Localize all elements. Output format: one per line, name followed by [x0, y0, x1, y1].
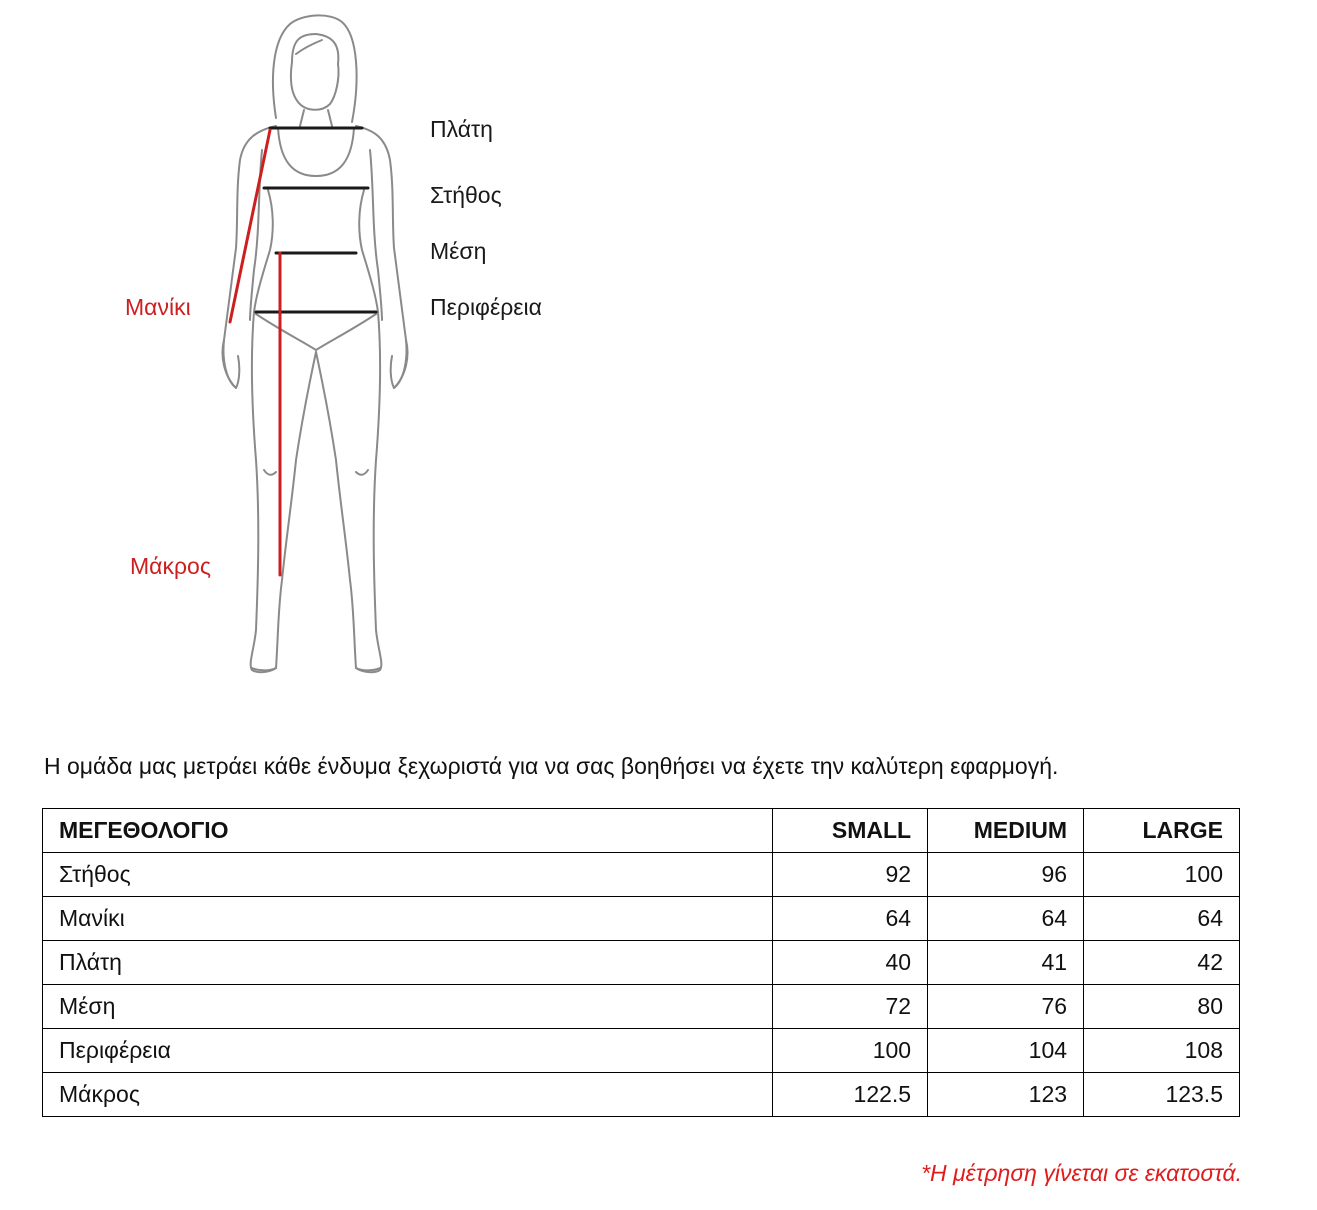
table-row — [43, 897, 1240, 941]
intro-text: Η ομάδα μας μετράει κάθε ένδυμα ξεχωριστά για να σας βοηθήσει να έχετε την καλύτερη εφαρμογή. — [44, 753, 1059, 779]
table-row — [43, 1029, 1240, 1073]
cell-large: 100 — [1084, 853, 1240, 897]
row-label: Μέση — [43, 985, 773, 1029]
cell-small: 92 — [773, 853, 928, 897]
cell-large: 80 — [1084, 985, 1240, 1029]
header-large: LARGE — [1084, 809, 1240, 853]
cell-medium: 123 — [928, 1073, 1084, 1117]
table-row — [43, 1073, 1240, 1117]
cell-large: 64 — [1084, 897, 1240, 941]
cell-large: 123.5 — [1084, 1073, 1240, 1117]
cell-medium: 76 — [928, 985, 1084, 1029]
cell-small: 72 — [773, 985, 928, 1029]
cell-small: 40 — [773, 941, 928, 985]
waist-label: Μέση — [430, 238, 487, 264]
header-small: SMALL — [773, 809, 928, 853]
cell-small: 100 — [773, 1029, 928, 1073]
hips-label: Περιφέρεια — [430, 294, 542, 320]
cell-medium: 64 — [928, 897, 1084, 941]
row-label: Περιφέρεια — [43, 1029, 773, 1073]
cell-large: 42 — [1084, 941, 1240, 985]
row-label: Μανίκι — [43, 897, 773, 941]
female-silhouette-illustration — [0, 0, 640, 700]
row-label: Στήθος — [43, 853, 773, 897]
cell-medium: 41 — [928, 941, 1084, 985]
table-row — [43, 941, 1240, 985]
cell-medium: 96 — [928, 853, 1084, 897]
size-chart-table — [42, 808, 1240, 1117]
table-row — [43, 853, 1240, 897]
header-size-chart: ΜΕΓΕΘΟΛΟΓΙΟ — [43, 809, 773, 853]
body-measurement-figure — [0, 0, 640, 700]
table-header-row — [43, 809, 1240, 853]
cell-small: 122.5 — [773, 1073, 928, 1117]
measurement-unit-note: *Η μέτρηση γίνεται σε εκατοστά. — [921, 1160, 1242, 1186]
sleeve-label: Μανίκι — [125, 294, 191, 320]
header-medium: MEDIUM — [928, 809, 1084, 853]
chest-label: Στήθος — [430, 182, 502, 208]
cell-medium: 104 — [928, 1029, 1084, 1073]
cell-small: 64 — [773, 897, 928, 941]
table-row — [43, 985, 1240, 1029]
cell-large: 108 — [1084, 1029, 1240, 1073]
row-label: Πλάτη — [43, 941, 773, 985]
length-label: Μάκρος — [130, 553, 211, 579]
back-label: Πλάτη — [430, 116, 493, 142]
row-label: Μάκρος — [43, 1073, 773, 1117]
